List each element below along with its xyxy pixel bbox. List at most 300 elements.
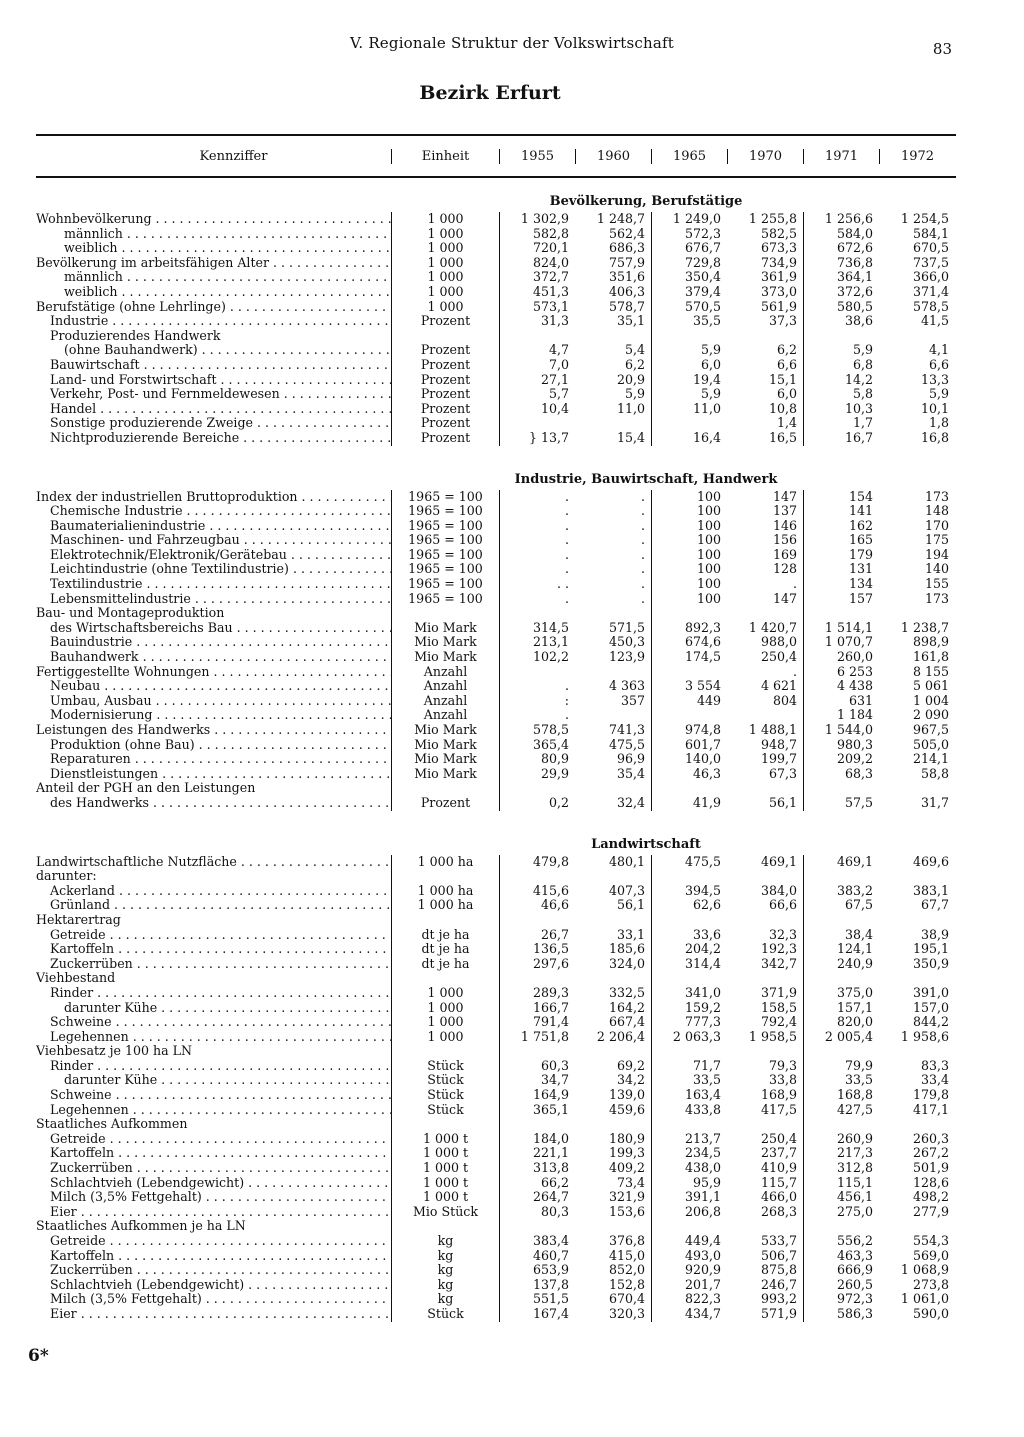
row-value: 95,9: [651, 1176, 727, 1191]
row-value: 14,2: [803, 373, 879, 388]
header-label: Kennziffer: [199, 148, 268, 164]
row-value: 180,9: [608, 1130, 645, 1146]
row-value: 372,7: [499, 270, 575, 285]
row-value: 168,9: [760, 1087, 797, 1103]
row-value: 100: [651, 533, 727, 548]
table-row: [36, 1278, 956, 1293]
row-value: .: [499, 679, 575, 694]
row-value: 96,9: [616, 751, 645, 767]
table-row: [36, 781, 956, 796]
row-value: 4 438: [803, 679, 879, 694]
row-unit: 1 000 t: [391, 1161, 499, 1176]
row-value: 1 751,8: [499, 1030, 575, 1045]
row-label-text: Nichtproduzierende Bereiche: [50, 430, 240, 445]
row-value: 57,5: [803, 796, 879, 811]
table-row: [36, 212, 956, 227]
row-label-text: Handel: [50, 401, 97, 416]
row-label-text: (ohne Bauhandwerk): [64, 343, 198, 358]
row-label-text: Index der industriellen Bruttoproduktion: [36, 489, 298, 504]
table-row: [36, 796, 956, 811]
row-value: 32,4: [616, 794, 645, 810]
row-label-text: Hektarertrag: [36, 912, 121, 927]
row-value: 35,1: [616, 313, 645, 329]
header-year: 1972: [879, 149, 955, 164]
section-title: Industrie, Bauwirtschaft, Handwerk: [514, 471, 778, 487]
row-label: [36, 212, 391, 227]
row-value: 1 420,7: [748, 619, 797, 635]
row-value: 157,0: [912, 999, 949, 1015]
row-label-text: Verkehr, Post- und Fernmeldewesen: [50, 387, 280, 402]
row-value: [879, 329, 955, 344]
row-value: 154: [803, 490, 879, 505]
row-value: 4 363: [608, 678, 645, 694]
row-unit: [391, 1044, 499, 1059]
row-value: 892,3: [651, 621, 727, 636]
row-label-text: Anteil der PGH an den Leistungen: [36, 781, 256, 796]
row-unit: Prozent: [391, 314, 499, 329]
row-value: 158,5: [760, 999, 797, 1015]
row-label-text: Industrie: [50, 314, 109, 329]
row-value: [499, 665, 575, 680]
header-year: 1965: [651, 149, 727, 164]
row-value: 206,8: [651, 1205, 727, 1220]
row-unit: [391, 913, 499, 928]
row-value: [727, 971, 803, 986]
row-value: 4 621: [760, 678, 797, 694]
row-value: 320,3: [608, 1305, 645, 1321]
row-value: 80,9: [499, 752, 575, 767]
row-label: [36, 971, 391, 986]
row-value: 5,8: [803, 387, 879, 402]
row-value: [499, 606, 575, 621]
row-value: 56,1: [768, 794, 797, 810]
row-label-text: Reparaturen: [50, 752, 131, 767]
row-value: 60,3: [499, 1059, 575, 1074]
row-value: 561,9: [760, 298, 797, 314]
row-value: 720,1: [499, 241, 575, 256]
row-unit: 1 000 t: [391, 1176, 499, 1191]
row-value: 140: [924, 561, 949, 577]
footer-mark: 6*: [28, 1346, 49, 1366]
row-value: 844,2: [912, 1014, 949, 1030]
row-label: [36, 855, 391, 870]
row-value: .: [640, 576, 645, 592]
row-value: 1 302,9: [499, 212, 575, 227]
row-value: 11,0: [616, 400, 645, 416]
row-value: 2 206,4: [596, 1028, 645, 1044]
row-value: 342,7: [760, 955, 797, 971]
row-label-text: Rinder: [50, 1058, 94, 1073]
row-unit: 1965 = 100: [391, 592, 499, 607]
row-value: [575, 329, 651, 344]
row-unit: 1 000 ha: [391, 884, 499, 899]
row-value: 297,6: [499, 957, 575, 972]
row-value: 366,0: [912, 269, 949, 285]
row-value: 237,7: [760, 1145, 797, 1161]
row-value: 164,9: [499, 1088, 575, 1103]
row-value: 1 488,1: [748, 722, 797, 737]
row-label: [36, 1015, 391, 1030]
table-row: [36, 1234, 956, 1249]
row-value: 1,4: [776, 415, 797, 431]
header-year: 1970: [727, 149, 803, 164]
row-value: 313,8: [499, 1161, 575, 1176]
row-value: [575, 708, 651, 723]
row-label-text: Landwirtschaftliche Nutzfläche: [36, 854, 237, 869]
row-unit: 1 000: [391, 256, 499, 271]
row-value: 8 155: [912, 663, 949, 679]
row-unit: 1965 = 100: [391, 490, 499, 505]
row-label-text: männlich: [64, 226, 123, 241]
row-value: 33,8: [768, 1072, 797, 1088]
row-value: 410,9: [760, 1160, 797, 1176]
row-label: [36, 1205, 391, 1220]
header-year: 1971: [803, 149, 879, 164]
row-unit: 1 000: [391, 285, 499, 300]
row-value: 31,3: [499, 314, 575, 329]
row-value: 533,7: [760, 1233, 797, 1248]
row-value: 5,7: [499, 387, 575, 402]
row-label-text: Staatliches Aufkommen: [36, 1117, 188, 1132]
row-value: 69,2: [616, 1057, 645, 1073]
row-value: 195,1: [912, 941, 949, 957]
row-value: [499, 971, 575, 986]
row-value: 852,0: [608, 1262, 645, 1278]
row-value: 1 255,8: [748, 211, 797, 226]
row-value: [879, 606, 955, 621]
row-value: .: [499, 504, 575, 519]
row-value: 100: [651, 504, 727, 519]
table-row: [36, 694, 956, 709]
row-value: 493,0: [651, 1249, 727, 1264]
row-value: 32,3: [768, 926, 797, 942]
row-value: 373,0: [760, 283, 797, 299]
row-label: [36, 227, 391, 242]
row-value: 179,8: [912, 1087, 949, 1103]
table-row: [36, 1030, 956, 1045]
row-value: 275,0: [803, 1205, 879, 1220]
section-rows: [36, 212, 956, 446]
row-value: 34,2: [616, 1072, 645, 1088]
row-value: 361,9: [760, 269, 797, 285]
row-label-text: darunter:: [36, 869, 97, 884]
row-label: [36, 1249, 391, 1264]
row-value: [879, 1044, 955, 1059]
row-unit: Prozent: [391, 343, 499, 358]
section-gap: [36, 446, 956, 456]
row-value: 213,1: [499, 635, 575, 650]
row-value: 124,1: [803, 942, 879, 957]
row-value: 153,6: [608, 1203, 645, 1219]
row-value: 199,7: [760, 751, 797, 767]
row-label: [36, 869, 391, 884]
row-label: [36, 1073, 391, 1088]
row-value: 5,9: [928, 386, 949, 402]
row-value: 159,2: [651, 1001, 727, 1016]
table-row: [36, 577, 956, 592]
row-label-text: Produzierendes Handwerk: [50, 328, 221, 343]
row-value: 666,9: [803, 1263, 879, 1278]
row-unit: 1 000: [391, 1030, 499, 1045]
row-label: [36, 767, 391, 782]
row-value: 5,9: [651, 343, 727, 358]
table-row: [36, 1059, 956, 1074]
row-value: 192,3: [760, 941, 797, 957]
row-value: 554,3: [912, 1233, 949, 1248]
row-value: 466,0: [760, 1189, 797, 1205]
row-label: [36, 1044, 391, 1059]
row-unit: 1965 = 100: [391, 533, 499, 548]
row-value: 438,0: [651, 1161, 727, 1176]
row-value: [879, 971, 955, 986]
row-value: 584,1: [912, 225, 949, 241]
row-label: [36, 256, 391, 271]
row-value: 407,3: [608, 882, 645, 898]
row-label: [36, 1132, 391, 1147]
row-value: 2 090: [912, 707, 949, 723]
row-unit: Mio Mark: [391, 635, 499, 650]
row-value: 80,3: [499, 1205, 575, 1220]
row-label-text: weiblich: [64, 284, 118, 299]
row-label-text: Kartoffeln: [50, 1248, 115, 1263]
table-row: [36, 752, 956, 767]
row-value: :: [499, 694, 575, 709]
row-value: 5,9: [651, 387, 727, 402]
row-value: [727, 329, 803, 344]
table-row: [36, 1103, 956, 1118]
row-value: 584,0: [803, 227, 879, 242]
row-value: 100: [651, 562, 727, 577]
row-label-text: Baumaterialienindustrie: [50, 518, 206, 533]
row-value: 46,3: [651, 767, 727, 782]
row-label-text: Bau- und Montageproduktion: [36, 606, 225, 621]
row-unit: Stück: [391, 1059, 499, 1074]
row-value: [803, 606, 879, 621]
row-label: [36, 1190, 391, 1205]
table-row: [36, 971, 956, 986]
table-row: [36, 957, 956, 972]
row-value: 1 004: [912, 692, 949, 708]
row-value: 792,4: [760, 1014, 797, 1030]
row-value: 1 184: [803, 708, 879, 723]
row-value: 791,4: [499, 1015, 575, 1030]
row-value: 155: [924, 576, 949, 592]
row-value: 234,5: [651, 1146, 727, 1161]
row-value: 139,0: [608, 1087, 645, 1103]
row-label-text: Kartoffeln: [50, 942, 115, 957]
table-row: [36, 855, 956, 870]
row-label-text: Getreide: [50, 927, 106, 942]
row-label: [36, 884, 391, 899]
row-value: [879, 869, 955, 884]
row-label: [36, 986, 391, 1001]
row-unit: Stück: [391, 1088, 499, 1103]
row-value: 6,2: [776, 342, 797, 358]
row-label: [36, 679, 391, 694]
row-label-text: Bauindustrie: [50, 635, 133, 650]
row-value: [499, 1044, 575, 1059]
row-value: [499, 781, 575, 796]
row-value: .: [640, 590, 645, 606]
row-label: [36, 1263, 391, 1278]
row-label: [36, 300, 391, 315]
row-value: 562,4: [608, 225, 645, 241]
row-value: 38,9: [920, 926, 949, 942]
row-unit: [391, 606, 499, 621]
row-value: 475,5: [608, 736, 645, 752]
row-value: 6,0: [651, 358, 727, 373]
row-value: 672,6: [803, 241, 879, 256]
table-row: [36, 679, 956, 694]
row-value: [499, 416, 575, 431]
row-value: [651, 606, 727, 621]
row-value: 670,5: [912, 240, 949, 256]
row-value: 417,5: [760, 1101, 797, 1117]
row-value: [575, 971, 651, 986]
row-unit: kg: [391, 1249, 499, 1264]
row-unit: 1 000 ha: [391, 855, 499, 870]
row-value: 37,3: [768, 313, 797, 329]
row-unit: [391, 1117, 499, 1132]
row-label: [36, 723, 391, 738]
row-value: [803, 913, 879, 928]
row-value: .: [499, 533, 575, 548]
row-unit: Mio Mark: [391, 621, 499, 636]
row-unit: Prozent: [391, 431, 499, 446]
row-label-text: Zuckerrüben: [50, 1263, 133, 1278]
row-label: [36, 1059, 391, 1074]
table-row: [36, 928, 956, 943]
row-value: . .: [499, 577, 575, 592]
row-value: 33,6: [651, 928, 727, 943]
row-unit: Mio Mark: [391, 752, 499, 767]
row-value: 0,2: [499, 796, 575, 811]
row-label-text: Schweine: [50, 1015, 112, 1030]
row-value: .: [640, 488, 645, 504]
row-value: 379,4: [651, 285, 727, 300]
row-value: 1 061,0: [900, 1291, 949, 1307]
row-value: 79,3: [768, 1057, 797, 1073]
row-value: 417,1: [912, 1101, 949, 1117]
table-row: [36, 314, 956, 329]
row-value: 459,6: [608, 1101, 645, 1117]
row-value: .: [499, 519, 575, 534]
row-value: .: [640, 561, 645, 577]
row-value: [727, 781, 803, 796]
row-unit: Prozent: [391, 373, 499, 388]
row-value: 312,8: [803, 1161, 879, 1176]
row-value: [727, 1219, 803, 1234]
row-value: 140,0: [651, 752, 727, 767]
row-unit: dt je ha: [391, 957, 499, 972]
row-label-text: Eier: [50, 1204, 77, 1219]
row-value: [651, 1117, 727, 1132]
row-value: [651, 665, 727, 680]
row-value: 980,3: [803, 738, 879, 753]
row-value: 569,0: [912, 1247, 949, 1263]
row-unit: Prozent: [391, 358, 499, 373]
row-value: 168,8: [803, 1088, 879, 1103]
header-unit: Einheit: [391, 149, 499, 164]
row-value: 6,8: [803, 358, 879, 373]
row-value: 128: [772, 561, 797, 577]
table-row: [36, 1176, 956, 1191]
row-unit: Mio Mark: [391, 767, 499, 782]
row-label-text: Bauwirtschaft: [50, 357, 140, 372]
row-label: [36, 241, 391, 256]
row-value: 199,3: [608, 1145, 645, 1161]
row-label: [36, 387, 391, 402]
row-label: [36, 592, 391, 607]
row-value: [727, 606, 803, 621]
statistics-table: [36, 134, 956, 1332]
row-value: 365,4: [499, 738, 575, 753]
row-label-text: Elektrotechnik/Elektronik/Gerätebau: [50, 547, 287, 562]
table-row: [36, 227, 956, 242]
row-value: 31,7: [920, 794, 949, 810]
row-unit: kg: [391, 1278, 499, 1293]
row-value: 134: [803, 577, 879, 592]
row-value: 179: [803, 548, 879, 563]
header-year: 1960: [575, 149, 651, 164]
row-unit: 1965 = 100: [391, 577, 499, 592]
row-value: 469,1: [760, 853, 797, 869]
row-value: 201,7: [651, 1278, 727, 1293]
table-row: [36, 723, 956, 738]
row-value: 1 254,5: [900, 211, 949, 226]
row-label: [36, 694, 391, 709]
table-row: [36, 373, 956, 388]
row-label-text: Modernisierung: [50, 708, 153, 723]
row-value: 383,2: [803, 884, 879, 899]
row-value: 137,8: [499, 1278, 575, 1293]
row-value: 582,8: [499, 227, 575, 242]
row-value: [803, 329, 879, 344]
row-value: 469,1: [803, 855, 879, 870]
row-value: 173: [924, 590, 949, 606]
row-value: 475,5: [651, 855, 727, 870]
row-value: .: [640, 532, 645, 548]
row-label-text: Neubau: [50, 679, 101, 694]
row-value: .: [499, 562, 575, 577]
row-value: 460,7: [499, 1249, 575, 1264]
row-label-text: darunter Kühe: [64, 1073, 158, 1088]
row-value: 601,7: [651, 738, 727, 753]
row-value: 993,2: [760, 1291, 797, 1307]
row-value: [803, 971, 879, 986]
row-value: 123,9: [608, 649, 645, 665]
row-label-text: Viehbestand: [36, 971, 116, 986]
row-value: 102,2: [499, 650, 575, 665]
row-unit: dt je ha: [391, 928, 499, 943]
row-value: 162: [803, 519, 879, 534]
row-value: 391,0: [912, 984, 949, 1000]
row-unit: [391, 1219, 499, 1234]
row-value: 967,5: [912, 722, 949, 737]
row-unit: Anzahl: [391, 708, 499, 723]
header-year: 1955: [499, 149, 575, 164]
row-value: 350,9: [912, 955, 949, 971]
row-value: 35,4: [616, 765, 645, 781]
row-unit: Prozent: [391, 416, 499, 431]
row-value: 384,0: [760, 882, 797, 898]
row-label: [36, 1219, 391, 1234]
row-value: 156: [772, 532, 797, 548]
row-label: [36, 650, 391, 665]
table-row: [36, 869, 956, 884]
row-value: .: [792, 576, 797, 592]
row-value: 332,5: [608, 984, 645, 1000]
